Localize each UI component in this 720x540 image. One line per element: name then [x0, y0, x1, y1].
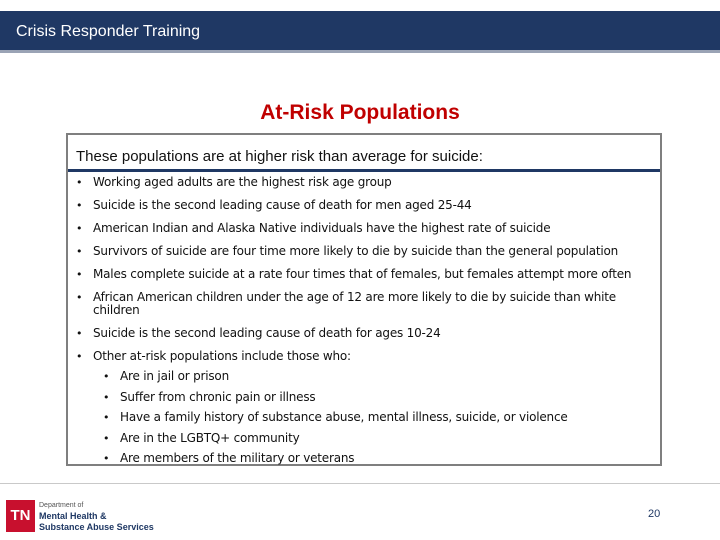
list-item — [76, 350, 638, 363]
list-item-text: Other at-risk populations include those who: — [93, 349, 351, 363]
sub-list-item — [103, 370, 640, 383]
list-item — [76, 291, 638, 317]
header-title: Crisis Responder Training — [16, 23, 201, 40]
bullet-icon: • — [76, 222, 83, 235]
bullet-icon: • — [76, 176, 83, 189]
bullet-icon: • — [103, 391, 110, 404]
sub-list-item-text: Have a family history of substance abuse, mental illness, suicide, or violence — [120, 410, 568, 424]
list-item — [76, 222, 638, 235]
logo-line-2: Substance Abuse Services — [39, 522, 154, 532]
bullet-icon: • — [103, 432, 110, 445]
list-item-text: Working aged adults are the highest risk age group — [93, 175, 392, 189]
sub-list-item — [103, 411, 640, 424]
list-item — [76, 245, 638, 258]
bullet-icon: • — [76, 291, 83, 304]
logo-line-1: Mental Health & — [39, 511, 107, 521]
content-box — [66, 133, 662, 466]
list-item-text: Suicide is the second leading cause of death for men aged 25-44 — [93, 198, 472, 212]
slide-title: At-Risk Populations — [260, 101, 460, 124]
logo-dept-text: Department of — [39, 502, 84, 509]
list-item-text: Survivors of suicide are four time more likely to die by suicide than the general population — [93, 244, 619, 258]
list-item-text: American Indian and Alaska Native individuals have the highest rate of suicide — [93, 221, 551, 235]
tn-logo — [6, 500, 156, 534]
bullet-icon: • — [76, 245, 83, 258]
sub-list-item-text: Suffer from chronic pain or illness — [120, 390, 316, 404]
intro-rule — [68, 169, 660, 172]
bullet-icon: • — [76, 327, 83, 340]
bullet-icon: • — [103, 452, 110, 465]
list-item-text: African American children under the age of 12 are more likely to die by suicide than white children — [93, 290, 616, 317]
sub-list-item-text: Are in jail or prison — [120, 369, 229, 383]
list-item — [76, 327, 638, 340]
intro-text: These populations are at higher risk than average for suicide: — [76, 148, 483, 165]
bullet-icon: • — [76, 199, 83, 212]
list-item-text: Suicide is the second leading cause of death for ages 10-24 — [93, 326, 441, 340]
sub-list-item — [103, 452, 640, 465]
bullet-icon: • — [76, 268, 83, 281]
page-number: 20 — [648, 508, 661, 520]
list-item-text: Males complete suicide at a rate four times that of females, but females attempt more often — [93, 267, 632, 281]
sub-list-item-text: Are in the LGBTQ+ community — [120, 431, 300, 445]
sub-list-item-text: Are members of the military or veterans — [120, 451, 355, 465]
list-item — [76, 199, 638, 212]
bullet-icon: • — [103, 370, 110, 383]
sub-list-item — [103, 391, 640, 404]
tn-badge-icon: TN — [6, 500, 35, 532]
header-bar — [0, 11, 720, 53]
sub-list-item — [103, 432, 640, 445]
footer-divider — [0, 483, 720, 484]
bullet-icon: • — [103, 411, 110, 424]
bullet-icon: • — [76, 350, 83, 363]
list-item — [76, 176, 638, 189]
list-item — [76, 268, 638, 281]
